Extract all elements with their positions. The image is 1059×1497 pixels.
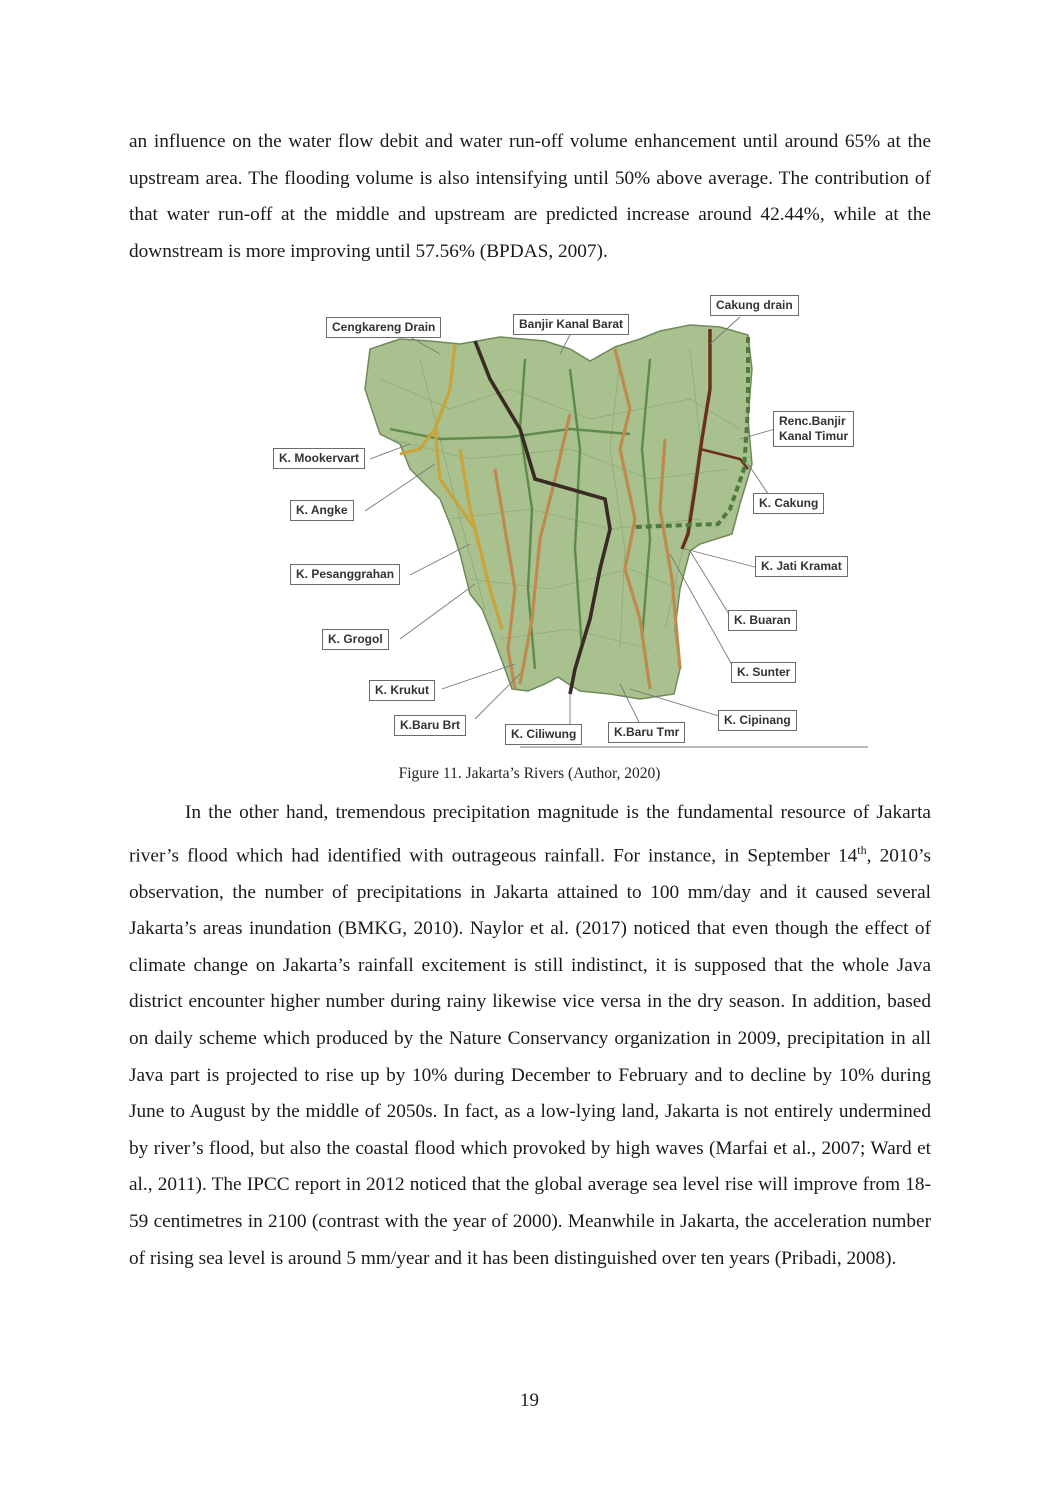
label-k-baru-brt: K.Baru Brt <box>394 715 466 736</box>
label-k-pesanggrahan: K. Pesanggrahan <box>290 564 400 585</box>
label-k-cipinang: K. Cipinang <box>718 710 797 731</box>
paragraph-1-block <box>129 124 931 270</box>
label-banjir-kanal-barat: Banjir Kanal Barat <box>513 314 629 335</box>
label-k-baru-tmr: K.Baru Tmr <box>608 722 685 743</box>
label-k-jati-kramat: K. Jati Kramat <box>755 556 848 577</box>
label-k-sunter: K. Sunter <box>731 662 796 683</box>
label-renc-banjir-line: Renc.Banjir <box>779 414 846 428</box>
jakarta-rivers-figure <box>270 289 870 751</box>
label-k-buaran: K. Buaran <box>728 610 797 631</box>
paragraph-2-block <box>129 795 931 1277</box>
label-kanal-timur-line: Kanal Timur <box>779 429 849 443</box>
label-k-cakung: K. Cakung <box>753 493 824 514</box>
paragraph-1: an influence on the water flow debit and water run-off volume enhancement until around 65% at the upstream area. The flooding volume is also intensifying until 50% above average. The contribution of that water run-off at the middle and upstream are predicted increase around 42.44%, while at the downstream is more improving until 57.56% (BPDAS, 2007). <box>129 131 931 262</box>
paragraph-2-part-1: In the other hand, tremendous precipitation magnitude is the fundamental resource of Jakarta river’s flood which had identified with outrageous rainfall. For instance, in September 14 <box>129 802 931 867</box>
paragraph-2 <box>129 795 931 1277</box>
label-k-grogol: K. Grogol <box>322 629 389 650</box>
label-k-angke: K. Angke <box>290 500 354 521</box>
label-k-mookervart: K. Mookervart <box>273 448 365 469</box>
label-cakung-drain: Cakung drain <box>710 295 799 316</box>
label-cengkareng-drain: Cengkareng Drain <box>326 317 441 338</box>
paragraph-2-part-2: , 2010’s observation, the number of precipitations in Jakarta attained to 100 mm/day and it caused several Jakarta’s areas inundation (BMKG, 2010). Naylor et al. (2017) noticed that even though the effect of climate change on Jakarta’s rainfall excitement is still indistinct, it is supposed that the whole Java district encounter higher number during rainy likewise vice versa in the dry season. In addition, based on daily scheme which produced by the Nature Conservancy organization in 2009, precipitation in all Java part is projected to rise up by 10% during December to February and to decline by 10% during June to August by the middle of 2050s. In fact, as a low-lying land, Jakarta is not entirely undermined by river’s flood, but also the coastal flood which provoked by high waves (Marfai et al., 2007; Ward et al., 2011). The IPCC report in 2012 noticed that the global average sea level rise will improve from 18-59 centimetres in 2100 (contrast with the year of 2000). Meanwhile in Jakarta, the acceleration number of rising sea level is around 5 mm/year and it has been distinguished over ten years (Pribadi, 2008). <box>129 845 931 1269</box>
label-k-ciliwung: K. Ciliwung <box>505 724 582 745</box>
label-renc-banjir-kanal-timur <box>773 411 854 447</box>
figure-caption: Figure 11. Jakarta’s Rivers (Author, 2020) <box>398 765 661 782</box>
ordinal-suffix: th <box>857 842 867 857</box>
page-number: 19 <box>520 1390 539 1411</box>
label-k-krukut: K. Krukut <box>369 680 435 701</box>
